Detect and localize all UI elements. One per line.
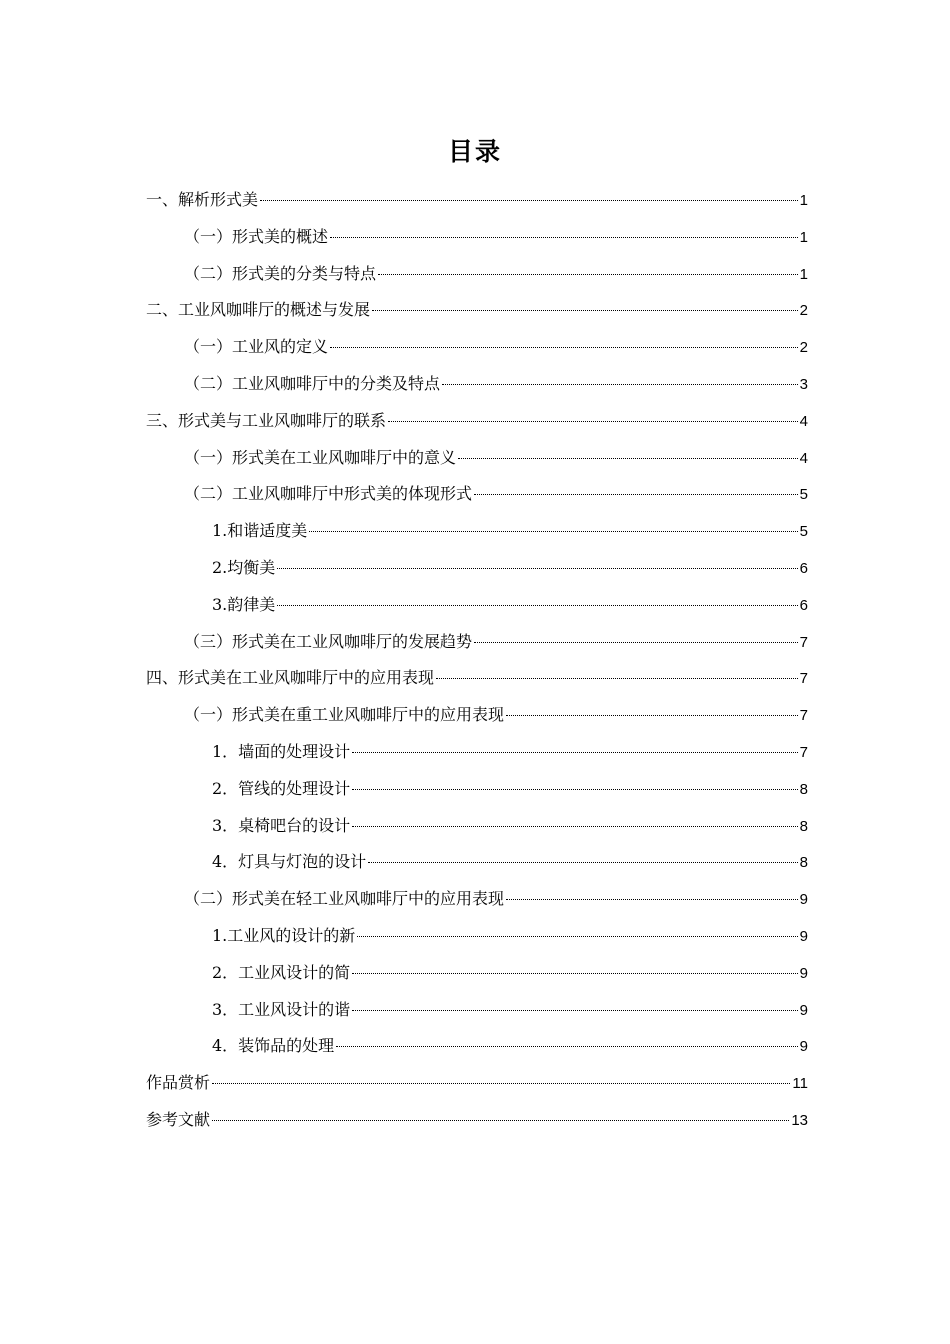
dot-leader — [260, 200, 798, 201]
toc-entry[interactable] — [146, 660, 808, 697]
toc-entry-page-number: 8 — [799, 780, 808, 798]
toc-entry-page-number: 2 — [799, 339, 808, 357]
toc-entry-page-number: 8 — [799, 817, 808, 835]
dot-leader — [336, 1046, 797, 1047]
toc-entry[interactable] — [146, 403, 808, 440]
toc-entry[interactable] — [146, 771, 808, 808]
toc-entry[interactable] — [146, 182, 808, 219]
toc-entry-title: 3．工业风设计的谐 — [212, 999, 351, 1019]
dot-leader — [330, 237, 798, 238]
dot-leader — [442, 384, 798, 385]
toc-entry-page-number: 4 — [799, 412, 808, 430]
toc-entry[interactable] — [146, 587, 808, 624]
dot-leader — [277, 568, 797, 569]
toc-entry-page-number: 7 — [799, 743, 808, 761]
toc-entry-title: （二）工业风咖啡厅中形式美的体现形式 — [184, 484, 473, 504]
dot-leader — [309, 531, 797, 532]
toc-entry-title: （二）形式美的分类与特点 — [184, 263, 377, 283]
toc-entry-page-number: 1 — [799, 192, 808, 209]
toc-entry-title: 3.韵律美 — [212, 594, 276, 614]
toc-entry-title: （一）形式美的概述 — [184, 226, 329, 246]
toc-entry-title: 4．灯具与灯泡的设计 — [212, 852, 367, 872]
toc-entry-page-number: 4 — [799, 449, 808, 467]
toc-entry-page-number: 6 — [799, 559, 808, 577]
toc-entry-title: 4．装饰品的处理 — [212, 1036, 335, 1056]
toc-entry-title: 参考文献 — [146, 1109, 211, 1129]
toc-entry-title: 四、形式美在工业风咖啡厅中的应用表现 — [146, 668, 435, 688]
dot-leader — [474, 642, 798, 643]
dot-leader — [277, 605, 797, 606]
toc-entry-page-number: 8 — [799, 854, 808, 872]
toc-entry-title: 1.和谐适度美 — [212, 521, 308, 541]
dot-leader — [352, 973, 797, 974]
toc-entry[interactable] — [146, 476, 808, 513]
toc-entry[interactable] — [146, 918, 808, 955]
toc-entry-page-number: 9 — [799, 1038, 808, 1056]
dot-leader — [212, 1120, 789, 1121]
dot-leader — [436, 678, 798, 679]
toc-entry[interactable] — [146, 219, 808, 256]
toc-entry[interactable] — [146, 844, 808, 881]
toc-entry-title: 1．墙面的处理设计 — [212, 741, 351, 761]
toc-entry[interactable] — [146, 1028, 808, 1065]
toc-entry[interactable] — [146, 292, 808, 329]
toc-entry[interactable] — [146, 808, 808, 845]
dot-leader — [352, 789, 797, 790]
toc-entry-page-number: 9 — [799, 927, 808, 945]
toc-entry[interactable] — [146, 329, 808, 366]
dot-leader — [330, 347, 798, 348]
toc-entry-title: （一）形式美在工业风咖啡厅中的意义 — [184, 447, 457, 467]
toc-entry-page-number: 3 — [799, 375, 808, 393]
toc-entry-title: 2．管线的处理设计 — [212, 778, 351, 798]
toc-entry[interactable] — [146, 513, 808, 550]
dot-leader — [368, 862, 797, 863]
toc-entry-page-number: 9 — [799, 891, 808, 909]
toc-entry-title: （二）形式美在轻工业风咖啡厅中的应用表现 — [184, 889, 505, 909]
toc-entry[interactable] — [146, 734, 808, 771]
dot-leader — [357, 936, 797, 937]
toc-entry-title: （三）形式美在工业风咖啡厅的发展趋势 — [184, 631, 473, 651]
toc-entry-title: （二）工业风咖啡厅中的分类及特点 — [184, 373, 441, 393]
dot-leader — [458, 458, 798, 459]
toc-entry-title: （一）形式美在重工业风咖啡厅中的应用表现 — [184, 705, 505, 725]
toc-entry-page-number: 5 — [799, 523, 808, 541]
toc-entry-title: 一、解析形式美 — [146, 190, 259, 209]
toc-entry-page-number: 11 — [792, 1075, 808, 1093]
toc-entry-page-number: 2 — [799, 302, 808, 320]
toc-entry[interactable] — [146, 955, 808, 992]
toc-entry-title: 2.均衡美 — [212, 557, 276, 577]
page-title: 目录 — [447, 137, 502, 166]
toc-entry-page-number: 1 — [799, 228, 808, 246]
toc-entry-title: 作品赏析 — [146, 1073, 211, 1093]
dot-leader — [352, 1010, 797, 1011]
toc-entry-page-number: 7 — [799, 707, 808, 725]
table-of-contents — [146, 182, 808, 1139]
toc-entry-title: 三、形式美与工业风咖啡厅的联系 — [146, 410, 387, 430]
toc-entry-title: 2．工业风设计的简 — [212, 962, 351, 982]
toc-entry[interactable] — [146, 697, 808, 734]
toc-entry[interactable] — [146, 366, 808, 403]
toc-entry-page-number: 9 — [799, 964, 808, 982]
dot-leader — [352, 752, 797, 753]
toc-entry-page-number: 5 — [799, 486, 808, 504]
toc-entry-page-number: 7 — [799, 633, 808, 651]
toc-entry[interactable] — [146, 624, 808, 661]
toc-entry[interactable] — [146, 1065, 808, 1102]
toc-entry-title: 3．桌椅吧台的设计 — [212, 815, 351, 835]
dot-leader — [378, 274, 798, 275]
dot-leader — [506, 899, 798, 900]
toc-entry-title: 二、工业风咖啡厅的概述与发展 — [146, 300, 371, 320]
dot-leader — [474, 494, 798, 495]
toc-entry[interactable] — [146, 440, 808, 477]
toc-entry[interactable] — [146, 881, 808, 918]
dot-leader — [352, 826, 797, 827]
dot-leader — [372, 310, 798, 311]
toc-entry-page-number: 1 — [799, 265, 808, 283]
toc-entry-title: （一）工业风的定义 — [184, 337, 329, 357]
toc-entry[interactable] — [146, 550, 808, 587]
toc-entry[interactable] — [146, 1102, 808, 1139]
dot-leader — [212, 1083, 790, 1084]
toc-entry-page-number: 13 — [791, 1111, 808, 1129]
toc-entry-page-number: 7 — [799, 670, 808, 688]
dot-leader — [388, 421, 798, 422]
toc-entry-title: 1.工业风的设计的新 — [212, 925, 356, 945]
toc-entry-page-number: 6 — [799, 596, 808, 614]
toc-entry[interactable] — [146, 256, 808, 293]
toc-entry[interactable] — [146, 992, 808, 1029]
toc-entry-page-number: 9 — [799, 1001, 808, 1019]
dot-leader — [506, 715, 798, 716]
